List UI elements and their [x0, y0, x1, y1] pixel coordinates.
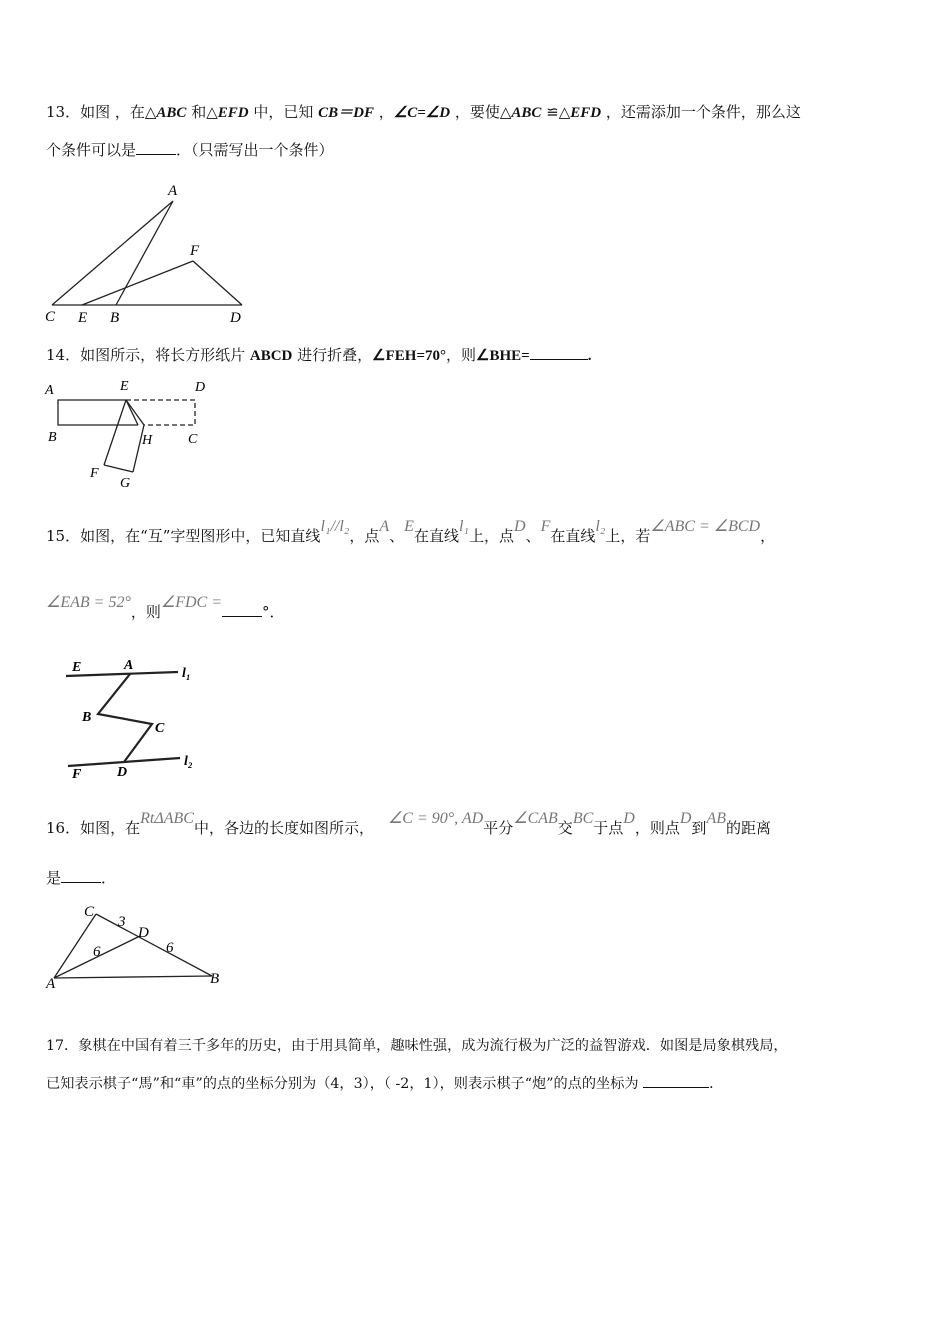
q13-line1 — [46, 102, 801, 123]
q16-angle-cab: ∠CAB — [513, 810, 558, 827]
q14-text: . — [587, 348, 592, 364]
q17-line1 — [46, 1036, 788, 1056]
q14-angle-bhe: ∠BHE= — [476, 348, 530, 364]
q15-text: 在直线 — [550, 527, 596, 545]
q13-text: ≌△ — [541, 103, 571, 121]
q16-segment-ad: , AD — [454, 810, 484, 827]
q16-point-d: D — [623, 810, 635, 827]
q15-point-d: D — [513, 518, 526, 535]
q16-angle-c: ∠C = 90° — [387, 810, 455, 827]
q15-parallel-lines: l₁//l₂ — [320, 518, 350, 535]
q15-text: 、 — [389, 527, 405, 545]
q16-text: 中，各边的长度如图所示， — [193, 819, 374, 837]
q15-answer-blank[interactable] — [222, 602, 262, 617]
q15-line-l2: l₂ — [595, 518, 606, 535]
q15-label-a: A — [124, 658, 134, 673]
q15-label-c: C — [155, 721, 165, 736]
q13-text: ，要使△ — [450, 103, 512, 121]
q17-text: 17．象棋在中国有着三千多年的历史，由于用具简单，趣味性强，成为流行极为广泛的益智游戏．如图是局象棋残局， — [46, 1038, 788, 1054]
q13-label-e: E — [78, 310, 88, 326]
q15-label-l2: l₂ — [184, 754, 193, 769]
q15-point-a: A — [379, 518, 390, 535]
q15-point-e: E — [404, 518, 414, 535]
q16-line1 — [46, 810, 771, 839]
q13-triangle-abc: ABC — [156, 105, 187, 121]
q13-text: ，还需添加一个条件，那么这 — [601, 103, 801, 121]
q13-label-c: C — [45, 309, 56, 325]
q15-label-d: D — [117, 765, 128, 780]
q15-text: 、 — [525, 527, 541, 545]
q13-text: ， — [373, 103, 394, 121]
q13-number: 13． — [46, 103, 81, 121]
q13-text: 和△ — [186, 103, 218, 121]
q15-line2 — [46, 594, 285, 623]
q16-segment-ab: AB — [706, 810, 726, 827]
q15-figure — [60, 652, 210, 782]
q15-text: ，则 — [130, 603, 161, 621]
q16-text: ，则点 — [634, 819, 680, 837]
q13-line2 — [46, 140, 334, 160]
q15-line1 — [46, 518, 776, 547]
q14-text: ，则 — [446, 346, 477, 364]
q13-condition-cb-df: CB＝DF — [318, 105, 374, 121]
q14-angle-feh: ∠FEH=70° — [372, 348, 446, 364]
q17-text: 已知表示棋子“馬”和“車”的点的坐标分别为（4，3），（ -2，1），则表示棋子“炮”的点的坐标为 — [46, 1076, 644, 1092]
q13-triangle-abc: ABC — [511, 105, 542, 121]
q17-answer-blank[interactable] — [643, 1073, 709, 1088]
q16-text: 如图，在 — [80, 819, 141, 837]
q15-text: 上，若 — [605, 527, 651, 545]
q13-label-b: B — [110, 310, 120, 326]
q15-angle-fdc: ∠FDC = — [160, 594, 223, 611]
q15-text: 上，点 — [468, 527, 514, 545]
q16-number: 16． — [46, 819, 81, 837]
q13-answer-blank[interactable] — [136, 140, 176, 155]
q13-condition-angle: ∠C=∠D — [393, 105, 451, 121]
q15-angle-eab: ∠EAB = 52° — [46, 594, 131, 611]
q13-triangle-efd: EFD — [570, 105, 602, 121]
q15-text: 在直线 — [413, 527, 459, 545]
q16-text: 到 — [691, 819, 707, 837]
q17-text: ． — [709, 1076, 724, 1092]
q14-text: 进行折叠， — [292, 346, 373, 364]
q16-length-cd: 3 — [118, 914, 126, 930]
q15-angle-condition: ∠ABC = ∠BCD — [650, 518, 761, 535]
q15-point-f: F — [540, 518, 551, 535]
q16-length-ad: 6 — [93, 944, 101, 960]
q15-label-e: E — [72, 660, 82, 675]
q17-line2 — [46, 1073, 723, 1094]
q14-label-d: D — [195, 380, 206, 395]
q16-answer-blank[interactable] — [61, 868, 101, 883]
q14-label-e: E — [120, 379, 129, 394]
q16-text: ． — [101, 869, 117, 887]
q14-text: 如图所示，将长方形纸片 — [80, 346, 250, 364]
q15-label-f: F — [72, 767, 82, 782]
q15-text: 如图，在“互”字型图形中，已知直线 — [80, 527, 321, 545]
q14-label-h: H — [142, 433, 153, 448]
q16-label-c: C — [84, 904, 95, 920]
q13-figure — [40, 178, 260, 328]
q14-label-f: F — [90, 466, 99, 481]
q16-length-db: 6 — [166, 940, 174, 956]
q16-label-a: A — [46, 976, 56, 992]
q14-label-c: C — [188, 432, 198, 447]
q13-label-a: A — [168, 183, 178, 199]
q15-number: 15． — [46, 527, 81, 545]
q13-text: 个条件可以是 — [46, 141, 137, 159]
q15-text: ，点 — [349, 527, 380, 545]
q16-line2 — [46, 868, 116, 888]
q14-figure — [40, 373, 220, 493]
q16-text: 是 — [46, 869, 62, 887]
q15-line-l1: l₁ — [458, 518, 469, 535]
q16-label-b: B — [210, 971, 220, 987]
q13-label-d: D — [230, 310, 241, 326]
q16-segment-bc: BC — [572, 810, 594, 827]
q15-text: °． — [262, 603, 285, 621]
q16-text: 的距离 — [725, 819, 771, 837]
q13-label-f: F — [190, 243, 200, 259]
q14-line1 — [46, 345, 591, 366]
q15-text: ， — [760, 527, 776, 545]
q14-number: 14． — [46, 346, 81, 364]
q13-text: 中，已知 — [248, 103, 319, 121]
q13-text: ．（只需写出一个条件） — [176, 141, 334, 159]
q16-text: 平分 — [483, 819, 514, 837]
q13-text: 如图 ，在△ — [80, 103, 157, 121]
q16-point-d: D — [679, 810, 692, 827]
q16-figure — [40, 898, 230, 993]
q15-label-l1: l₁ — [182, 666, 191, 681]
q14-answer-blank[interactable] — [530, 345, 588, 360]
q16-label-d: D — [138, 925, 149, 941]
q16-text: 交 — [557, 819, 573, 837]
q13-triangle-efd: EFD — [217, 105, 249, 121]
q16-right-triangle: RtΔABC — [140, 810, 194, 827]
q14-rect-abcd: ABCD — [249, 348, 293, 364]
q14-label-g: G — [120, 476, 131, 491]
q14-label-b: B — [48, 430, 57, 445]
q14-label-a: A — [45, 383, 54, 398]
q15-label-b: B — [82, 710, 92, 725]
q16-text: 于点 — [593, 819, 624, 837]
